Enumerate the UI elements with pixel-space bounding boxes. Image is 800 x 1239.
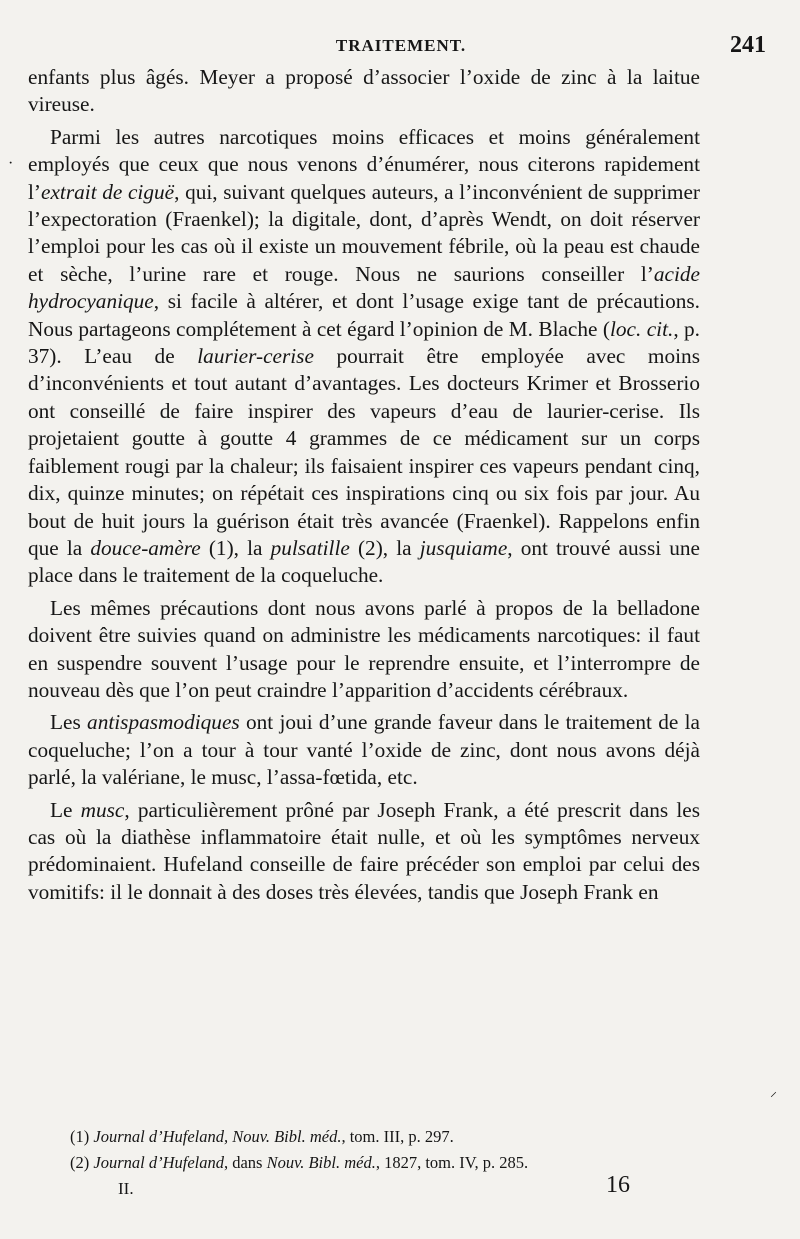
running-head <box>28 30 774 64</box>
paragraph <box>28 595 700 705</box>
text-run: (2) <box>70 1153 94 1172</box>
main-text <box>28 64 700 906</box>
italic-text: antispasmodiques <box>87 710 240 735</box>
italic-text: extrait de ciguë <box>41 179 175 204</box>
text-run: (1) <box>70 1127 94 1146</box>
footnotes <box>70 1124 710 1176</box>
italic-text: douce-amère <box>90 535 201 560</box>
text-run: ont joui d’une grande faveur dans le traitement de la coqueluche; l’on a tour à tour vanté l’oxide de zinc, dont nous avons déjà parlé, la valériane, le musc, l’assa-fœtida, etc. <box>28 710 700 790</box>
text-run: (2), la <box>349 535 420 560</box>
italic-text: laurier-cerise <box>197 344 314 369</box>
text-run: , qui, suivant quelques auteurs, a l’inconvénient de supprimer l’expectoration (Fraenkel); la digitale, dont, d’après Wendt, on doit réserver l’emploi pour les cas où il existe un mouvement fébrile, où la peau est chaude et sèche, l’urine rare et rouge. Nous ne saurions conseiller l’ <box>28 179 701 286</box>
italic-text: acide hydrocyanique <box>28 261 700 314</box>
italic-text: Journal d’Hufeland, Nouv. Bibl. méd. <box>93 1127 342 1146</box>
text-run: Les <box>50 710 88 735</box>
text-run: Le <box>50 797 81 822</box>
paragraph <box>28 797 700 907</box>
running-title: TRAITEMENT. <box>335 36 467 55</box>
margin-mark: · <box>8 155 14 172</box>
italic-text: pulsatille <box>270 535 350 560</box>
paragraph <box>28 64 700 119</box>
text-run: , ont trouvé aussi une place dans le traitement de la coqueluche. <box>28 535 701 588</box>
page-number: 241 <box>730 32 766 58</box>
italic-text: jusquiame <box>419 535 508 560</box>
text-run: , tom. III, p. 297. <box>341 1127 454 1146</box>
italic-text: Nouv. Bibl. méd. <box>266 1153 376 1172</box>
signature-mark: II. <box>118 1179 134 1198</box>
text-run: (1), la <box>200 535 271 560</box>
italic-text: musc <box>80 797 125 822</box>
text-run: , 1827, tom. IV, p. 285. <box>375 1153 529 1172</box>
footnote <box>70 1124 710 1150</box>
italic-text: Journal d’Hufeland <box>93 1153 224 1172</box>
signature-number: 16 <box>606 1172 630 1198</box>
text-run: Les mêmes précautions dont nous avons parlé à propos de la belladone doivent être suivies quand on administre les médicaments narcotiques: il faut en suspendre souvent l’usage pour le reprendre ensuite, et l’interrompre de nouveau dès que l’on peut craindre l’apparition d’accidents cérébraux. <box>28 595 700 702</box>
text-run: , p. 37). L’eau de <box>28 316 700 369</box>
text-run: Parmi les autres narcotiques moins efficaces et moins généralement employés que ceux que nous venons d’énumérer, nous citerons rapidement l’ <box>28 124 700 204</box>
text-run: pourrait être employée avec moins d’inconvénients et tout autant d’avantages. Les docteurs Krimer et Brosserio ont conseillé de faire inspirer des vapeurs d’eau de laurier-cerise. Ils projetaient goutte à goutte 4 grammes de ce médicament sur un corps faiblement rougi par la chaleur; ils faisaient inspirer ces vapeurs pendant cinq, dix, quinze minutes; on répétait ces inspirations cinq ou six fois par jour. Au bout de huit jours la guérison était très avancée (Fraenkel). Rappelons enfin que la <box>28 344 700 560</box>
text-run: , dans <box>223 1153 267 1172</box>
text-run: , particulièrement prôné par Joseph Frank, a été prescrit dans les cas où la diathèse inflammatoire était nulle, et où les symptômes nerveux prédominaient. Hufeland conseille de faire précéder son emploi par celui des vomitifs: il le donnait à des doses très élevées, tandis que Joseph Frank en <box>28 797 700 904</box>
italic-text: loc. cit. <box>609 316 674 341</box>
margin-mark: ⸝ <box>770 1085 777 1100</box>
text-run: enfants plus âgés. Meyer a proposé d’associer l’oxide de zinc à la laitue vireuse. <box>28 65 700 117</box>
paragraph <box>28 124 700 590</box>
text-run: , si facile à altérer, et dont l’usage exige tant de précautions. Nous partageons complétement à cet égard l’opinion de M. Blache ( <box>28 289 700 341</box>
paragraph <box>28 709 700 791</box>
